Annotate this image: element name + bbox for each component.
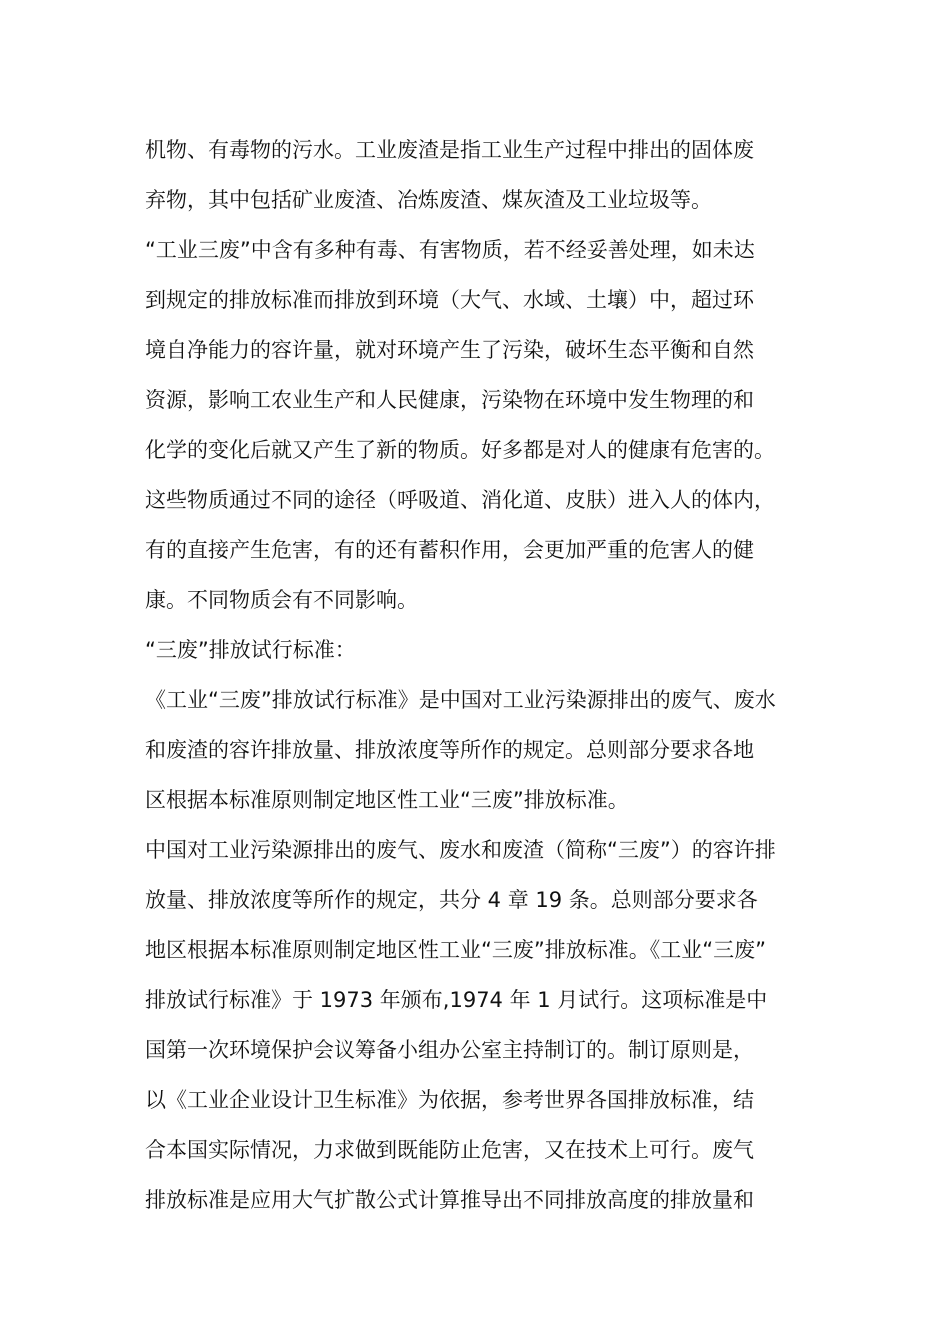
- text-line: 资源，影响工农业生产和人民健康，污染物在环境中发生物理的和: [145, 388, 754, 412]
- text-line: 以《工业企业设计卫生标准》为依据，参考世界各国排放标准，结: [145, 1088, 754, 1112]
- text-line: 排放标准是应用大气扩散公式计算推导出不同排放高度的排放量和: [145, 1188, 754, 1212]
- text-line: “工业三废”中含有多种有毒、有害物质，若不经妥善处理，如未达: [145, 238, 755, 262]
- text-line: 机物、有毒物的污水。工业废渣是指工业生产过程中排出的固体废: [145, 138, 754, 162]
- text-line: 地区根据本标准原则制定地区性工业“三废”排放标准。《工业“三废”: [145, 938, 767, 962]
- text-line: 国第一次环境保护会议筹备小组办公室主持制订的。制订原则是，: [145, 1038, 754, 1062]
- section-heading: “三废”排放试行标准：: [145, 638, 356, 662]
- text-line: 放量、排放浓度等所作的规定，共分 4 章 19 条。总则部分要求各: [145, 888, 758, 912]
- text-line: 区根据本标准原则制定地区性工业“三废”排放标准。: [145, 788, 629, 812]
- body-text: [145, 125, 845, 1225]
- text-line: 《工业“三废”排放试行标准》是中国对工业污染源排出的废气、废水: [145, 688, 776, 712]
- text-line: 排放试行标准》于 1973 年颁布,1974 年 1 月试行。这项标准是中: [145, 988, 768, 1012]
- text-line: 到规定的排放标准而排放到环境（大气、水域、土壤）中，超过环: [145, 288, 754, 312]
- text-line: 境自净能力的容许量，就对环境产生了污染，破坏生态平衡和自然: [145, 338, 754, 362]
- text-line: 中国对工业污染源排出的废气、废水和废渣（简称“三废”）的容许排: [145, 838, 776, 862]
- text-line: 弃物，其中包括矿业废渣、冶炼废渣、煤灰渣及工业垃圾等。: [145, 188, 712, 212]
- text-line: 化学的变化后就又产生了新的物质。好多都是对人的健康有危害的。: [145, 438, 775, 462]
- text-line: 这些物质通过不同的途径（呼吸道、消化道、皮肤）进入人的体内，: [145, 488, 775, 512]
- text-line: 和废渣的容许排放量、排放浓度等所作的规定。总则部分要求各地: [145, 738, 754, 762]
- text-line: 有的直接产生危害，有的还有蓄积作用，会更加严重的危害人的健: [145, 538, 754, 562]
- text-line: 合本国实际情况，力求做到既能防止危害，又在技术上可行。废气: [145, 1138, 754, 1162]
- text-line: 康。不同物质会有不同影响。: [145, 588, 418, 612]
